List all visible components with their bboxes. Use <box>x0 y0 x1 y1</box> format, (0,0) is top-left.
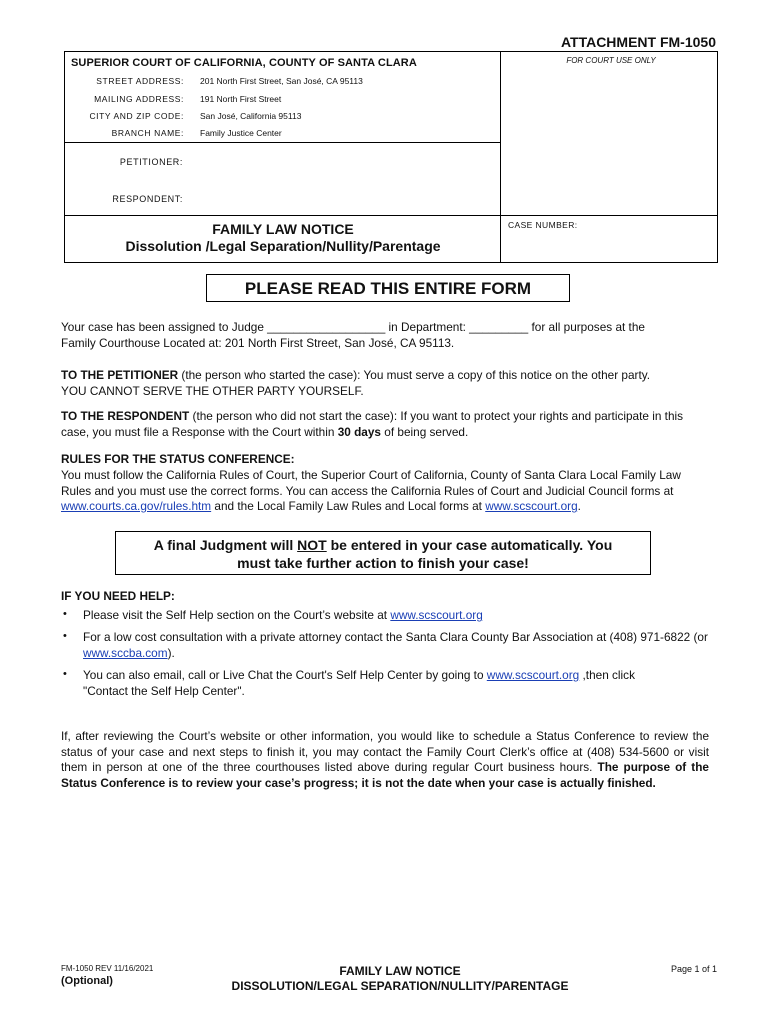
courts-rules-link[interactable]: www.courts.ca.gov/rules.htm <box>61 499 212 513</box>
rules-text2: and the Local Family Law Rules and Local forms at <box>211 499 486 513</box>
rules-text3: . <box>577 499 581 513</box>
contact-self-help-link[interactable]: www.scscourt.org <box>486 668 580 682</box>
title-rule <box>64 215 718 216</box>
respondent-notice-end: of being served. <box>381 424 469 439</box>
read-entire-form-banner: PLEASE READ THIS ENTIRE FORM <box>206 274 570 302</box>
court-name: SUPERIOR COURT OF CALIFORNIA, COUNTY OF SANTA CLARA <box>71 57 417 69</box>
status-conference-paragraph <box>61 729 709 791</box>
petitioner-notice-text: (the person who started the case): You must serve a copy of this notice on the other party. <box>178 368 651 382</box>
help-item-2-text: For a low cost consultation with a private attorney contact the Santa Clara County Bar Association at (408) 971-6822 (or <box>83 630 708 644</box>
final-judgment-banner <box>115 531 651 575</box>
caption-divider <box>500 51 501 263</box>
final-judgment-pre: A final Judgment will <box>153 537 298 553</box>
street-address-value: 201 North First Street, San José, CA 95113 <box>200 76 363 86</box>
rules-paragraph <box>61 468 709 515</box>
footer-title-line1: FAMILY LAW NOTICE <box>339 964 461 978</box>
respondent-notice-text: (the person who did not start the case): If you want to protect your rights and participate in this case, you must file a Response with the Court within <box>61 409 684 439</box>
rules-heading: RULES FOR THE STATUS CONFERENCE: <box>61 452 295 466</box>
city-zip-value: San José, California 95113 <box>200 111 302 121</box>
mailing-address-label: MAILING ADDRESS: <box>94 94 184 104</box>
petitioner-notice-line2: YOU CANNOT SERVE THE OTHER PARTY YOURSELF. <box>61 383 364 398</box>
branch-name-label: BRANCH NAME: <box>111 128 184 138</box>
case-number-label: CASE NUMBER: <box>508 220 578 230</box>
respondent-notice-lead: TO THE RESPONDENT <box>61 409 190 423</box>
help-item-1 <box>83 607 709 623</box>
street-address-label: STREET ADDRESS: <box>96 76 184 86</box>
petitioner-notice <box>61 368 709 399</box>
bullet-1: • <box>63 608 67 620</box>
final-judgment-line2: must take further action to finish your case! <box>237 555 529 571</box>
help-item-3-line2: "Contact the Self Help Center". <box>83 684 245 698</box>
form-title <box>66 221 500 255</box>
help-heading: IF YOU NEED HELP: <box>61 589 175 603</box>
rules-text1: You must follow the California Rules of Court, the Superior Court of California, County of Santa Clara Local Family Law Rules and you must use the correct forms. You can access the California Rules of Court and Judicial Council forms at <box>61 468 681 498</box>
help-item-3-text: You can also email, call or Live Chat the Court's Self Help Center by going to <box>83 668 487 682</box>
form-revision: FM-1050 REV 11/16/2021 <box>61 964 154 973</box>
help-item-2-end: ). <box>167 646 175 660</box>
respondent-label: RESPONDENT: <box>112 194 183 204</box>
court-use-label: FOR COURT USE ONLY <box>566 56 656 65</box>
bullet-3: • <box>63 668 67 680</box>
optional-label: (Optional) <box>61 975 113 987</box>
help-item-3-end: ,then click <box>579 668 635 682</box>
assignment-line1: Your case has been assigned to Judge __________________ in Department: _________ for all purposes at the <box>61 320 645 334</box>
attachment-label: ATTACHMENT FM-1050 <box>560 34 716 50</box>
help-item-2 <box>83 629 709 661</box>
mailing-address-value: 191 North First Street <box>200 94 282 104</box>
assignment-paragraph <box>61 320 709 351</box>
footer-title-line2: DISSOLUTION/LEGAL SEPARATION/NULLITY/PARENTAGE <box>231 979 569 993</box>
branch-name-value: Family Justice Center <box>200 128 282 138</box>
sccba-link[interactable]: www.sccba.com <box>83 646 168 660</box>
petitioner-label: PETITIONER: <box>119 157 183 167</box>
final-judgment-not: NOT <box>297 537 327 553</box>
form-title-line2: Dissolution /Legal Separation/Nullity/Parentage <box>125 238 441 254</box>
self-help-link[interactable]: www.scscourt.org <box>390 608 483 622</box>
respondent-notice-days: 30 days <box>337 424 381 439</box>
bullet-2: • <box>63 630 67 642</box>
city-zip-label: CITY AND ZIP CODE: <box>89 111 184 121</box>
help-item-3 <box>83 667 709 699</box>
final-judgment-post: be entered in your case automatically. You <box>326 537 613 553</box>
address-rule <box>64 142 500 143</box>
footer-title <box>200 964 600 994</box>
form-title-line1: FAMILY LAW NOTICE <box>212 221 354 237</box>
respondent-notice <box>61 409 709 440</box>
assignment-line2: Family Courthouse Located at: 201 North First Street, San José, CA 95113. <box>61 335 455 350</box>
page-number: Page 1 of 1 <box>670 964 717 974</box>
status-paragraph-bold: The purpose of the Status Conference is to review your case’s progress; it is not the date when your case is actually finished. <box>61 760 709 790</box>
help-item-1-text: Please visit the Self Help section on the Court’s website at <box>83 608 391 622</box>
status-paragraph-text: If, after reviewing the Court’s website or other information, you would like to schedule a Status Conference to review the status of your case and next steps to finish it, you may contact the Family Court Clerk’s office at (408) 534-5600 or visit them in person at one of the three courthouses listed above during regular Court business hours. <box>61 729 709 774</box>
scscourt-link[interactable]: www.scscourt.org <box>485 499 578 513</box>
petitioner-notice-lead: TO THE PETITIONER <box>61 368 179 382</box>
